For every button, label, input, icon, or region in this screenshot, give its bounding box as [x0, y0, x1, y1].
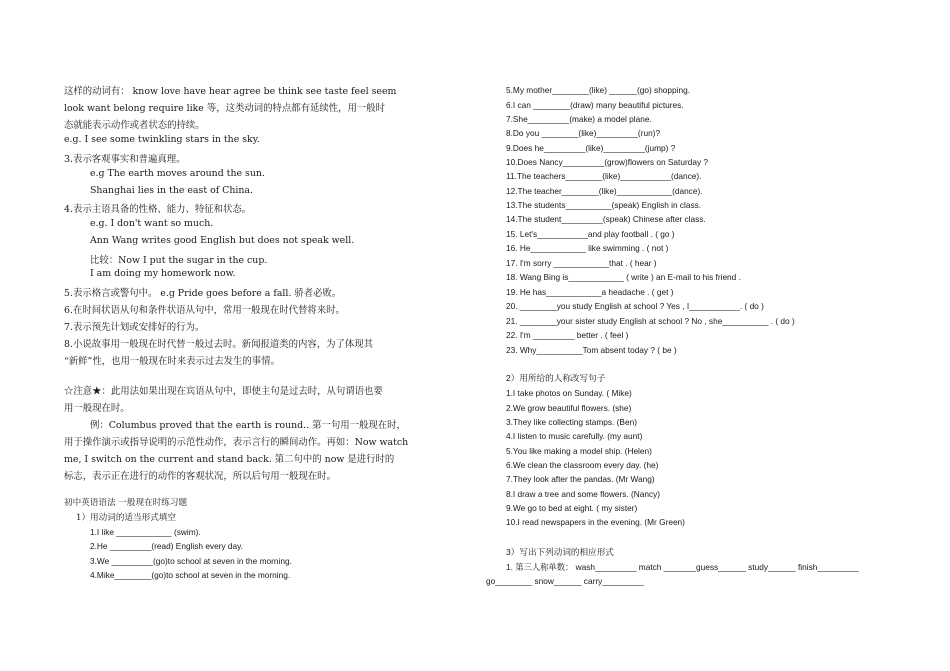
example-line: 比较：Now I put the sugar in the cup. — [90, 255, 268, 266]
example-line: e.g. I see some twinkling stars in the sky. — [64, 134, 260, 145]
exercise-item: 6.I can ________(draw) many beautiful pictures. — [506, 100, 684, 110]
exercise-item: 8.Do you ________(like)_________(run)? — [506, 128, 661, 138]
rewrite-item: 9.We go to bed at eight. ( my sister) — [506, 503, 638, 513]
exercise-item: 3.We _________(go)to school at seven in the morning. — [90, 556, 292, 566]
exercise-item: 20. ________you study English at school ? Yes , I___________. ( do ) — [506, 301, 764, 311]
note-line: 用于操作演示或指导说明的示范性动作，表示言行的瞬间动作。再如：Now watch — [64, 437, 409, 448]
rewrite-item: 1.I take photos on Sunday. ( Mike) — [506, 388, 632, 398]
note-line: 用一般现在时。 — [64, 403, 130, 414]
exercise-item: 18. Wang Bing is____________ ( write ) an E-mail to his friend . — [506, 272, 741, 282]
section-title: 3）写出下列动词的相应形式 — [506, 547, 614, 557]
exercise-item: 1.I like ____________ (swim). — [90, 527, 201, 537]
exercise-item: 5.My mother________(like) ______(go) shopping. — [506, 85, 691, 95]
text-line: look want belong require like 等，这类动词的特点都有延续性，用一般时 — [64, 103, 385, 114]
exercise-item: 9.Does he_________(like)_________(jump) ? — [506, 143, 676, 153]
rule-heading: 4.表示主语具备的性格、能力、特征和状态。 — [64, 204, 252, 215]
example-line: Ann Wang writes good English but does not speak well. — [90, 235, 355, 246]
section-title: 1）用动词的适当形式填空 — [76, 513, 176, 523]
exercise-item: 19. He has____________a headache . ( get ) — [506, 287, 674, 297]
rule-heading: 6.在时间状语从句和条件状语从句中，常用一般现在时代替将来时。 — [64, 305, 345, 316]
exercise-item: 2.He _________(read) English every day. — [90, 541, 243, 551]
rewrite-item: 2.We grow beautiful flowers. (she) — [506, 403, 632, 413]
rewrite-item: 10.I read newspapers in the evening. (Mr Green) — [506, 517, 685, 527]
exercise-item: 11.The teachers________(like)___________(dance). — [506, 171, 702, 181]
exercise-item: 23. Why__________Tom absent today ? ( be ) — [506, 345, 677, 355]
exercise-item: 4.Mike________(go)to school at seven in the morning. — [90, 570, 291, 580]
text-line: 这样的动词有： know love have hear agree be think see taste feel seem — [64, 86, 397, 97]
exercise-item: 13.The students__________(speak) English in class. — [506, 200, 702, 210]
note-line: 标志，表示正在进行的动作的客观状况，所以后句用一般现在时。 — [64, 471, 336, 482]
section-title: 2）用所给的人称改写句子 — [506, 373, 606, 383]
note-line: me, I switch on the current and stand back. 第二句中的 now 是进行时的 — [64, 454, 395, 465]
rule-heading: 8.小说故事用一般现在时代替一般过去时。新闻报道类的内容，为了体现其 — [64, 339, 373, 350]
exercise-item: 16. He____________ like swimming . ( not ) — [506, 243, 669, 253]
rewrite-item: 3.They like collecting stamps. (Ben) — [506, 417, 637, 427]
rewrite-item: 7.They look after the pandas. (Mr Wang) — [506, 474, 655, 484]
example-line: I am doing my homework now. — [90, 268, 236, 279]
rewrite-item: 8.I draw a tree and some flowers. (Nancy) — [506, 489, 661, 499]
verb-forms-line: 1. 第三人称单数： wash_________ match _______guess______ study______ finish_________ — [506, 562, 859, 572]
text-line: 态就能表示动作或者状态的持续。 — [64, 120, 205, 131]
exercise-item: 10.Does Nancy_________(grow)flowers on Saturday ? — [506, 157, 709, 167]
exercise-item: 17. I'm sorry ____________that . ( hear ) — [506, 258, 657, 268]
rewrite-item: 5.You like making a model ship. (Helen) — [506, 446, 652, 456]
rule-heading: 5.表示格言或警句中。 e.g Pride goes before a fall. 骄者必败。 — [64, 288, 342, 299]
note-line: ☆注意★：此用法如果出现在宾语从句中，即使主句是过去时，从句谓语也要 — [64, 386, 383, 397]
exercise-item: 21. ________your sister study English at school ? No , she__________ . ( do ) — [506, 316, 795, 326]
rewrite-item: 4.I listen to music carefully. (my aunt) — [506, 431, 643, 441]
exercise-title: 初中英语语法 一般现在时练习题 — [64, 498, 188, 508]
rule-heading: 7.表示预先计划或安排好的行为。 — [64, 322, 205, 333]
note-line: 例：Columbus proved that the earth is round.. 第一句用一般现在时， — [90, 420, 406, 431]
exercise-item: 15. Let's___________and play football . ( go ) — [506, 229, 675, 239]
example-line: e.g The earth moves around the sun. — [90, 168, 265, 179]
rule-heading: 3.表示客观事实和普遍真理。 — [64, 154, 186, 165]
exercise-item: 7.She_________(make) a model plane. — [506, 114, 652, 124]
exercise-item: 22. I'm _________ better . ( feel ) — [506, 330, 629, 340]
text-line: “新鲜”性，也用一般现在时来表示过去发生的事情。 — [64, 356, 280, 367]
rewrite-item: 6.We clean the classroom every day. (he) — [506, 460, 659, 470]
example-line: Shanghai lies in the east of China. — [90, 185, 253, 196]
exercise-item: 14.The student_________(speak) Chinese after class. — [506, 214, 706, 224]
example-line: e.g. I don't want so much. — [90, 218, 214, 229]
exercise-item: 12.The teacher________(like)____________(dance). — [506, 186, 703, 196]
verb-forms-line: go________ snow______ carry_________ — [486, 576, 644, 586]
